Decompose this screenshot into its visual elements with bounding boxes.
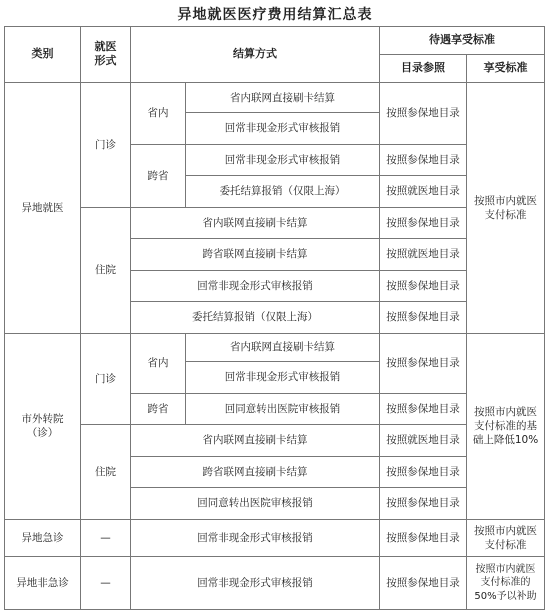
scope-remote-in-province: 省内 [131, 82, 186, 144]
form-transfer-outpatient: 门诊 [81, 333, 131, 424]
scope-transfer-cross-province: 跨省 [131, 393, 186, 424]
header-treatment: 待遇享受标准 [380, 27, 545, 55]
header-catalog: 目录参照 [380, 55, 467, 82]
category-transfer: 市外转院 （诊） [5, 333, 81, 519]
form-non-emergency: — [81, 557, 131, 610]
page-title: 异地就医医疗费用结算汇总表 [177, 7, 373, 23]
method-cell: 省内联网直接刷卡结算 [131, 207, 380, 238]
catalog-cell: 按照参保地目录 [380, 519, 467, 557]
method-cell: 回同意转出医院审核报销 [131, 488, 380, 519]
method-cell: 回常非现金形式审核报销 [131, 519, 380, 557]
catalog-cell: 按照就医地目录 [380, 176, 467, 207]
catalog-cell: 按照参保地目录 [380, 456, 467, 487]
scope-remote-cross-province: 跨省 [131, 144, 186, 207]
method-cell: 省内联网直接刷卡结算 [186, 82, 380, 112]
method-cell: 省内联网直接刷卡结算 [186, 333, 380, 361]
catalog-cell: 按照参保地目录 [380, 207, 467, 238]
standard-non-emergency: 按照市内就医 支付标准的 50%予以补助 [467, 557, 545, 610]
category-non-emergency: 异地非急诊 [5, 557, 81, 610]
method-cell: 省内联网直接刷卡结算 [131, 425, 380, 456]
category-emergency: 异地急诊 [5, 519, 81, 557]
form-remote-outpatient: 门诊 [81, 82, 131, 207]
form-remote-inpatient: 住院 [81, 207, 131, 333]
method-cell: 跨省联网直接刷卡结算 [131, 456, 380, 487]
method-cell: 回常非现金形式审核报销 [131, 270, 380, 301]
method-cell: 回常非现金形式审核报销 [131, 557, 380, 610]
catalog-cell: 按照参保地目录 [380, 302, 467, 333]
catalog-cell: 按照就医地目录 [380, 425, 467, 456]
method-cell: 回同意转出医院审核报销 [186, 393, 380, 424]
method-cell: 委托结算报销（仅限上海） [186, 176, 380, 207]
catalog-cell: 按照参保地目录 [380, 393, 467, 424]
header-category: 类别 [5, 27, 81, 83]
header-standard: 享受标准 [467, 55, 545, 82]
method-cell: 回常非现金形式审核报销 [186, 362, 380, 393]
catalog-cell: 按照参保地目录 [380, 270, 467, 301]
standard-remote: 按照市内就医 支付标准 [467, 82, 545, 333]
header-form: 就医 形式 [81, 27, 131, 83]
standard-emergency: 按照市内就医 支付标准 [467, 519, 545, 557]
catalog-cell: 按照参保地目录 [380, 488, 467, 519]
catalog-cell: 按照就医地目录 [380, 239, 467, 270]
method-cell: 跨省联网直接刷卡结算 [131, 239, 380, 270]
settlement-summary-table [4, 26, 545, 610]
standard-transfer: 按照市内就医 支付标准的基 础上降低10% [467, 333, 545, 519]
catalog-cell: 按照参保地目录 [380, 144, 467, 175]
category-remote: 异地就医 [5, 82, 81, 333]
catalog-cell: 按照参保地目录 [380, 333, 467, 393]
method-cell: 回常非现金形式审核报销 [186, 113, 380, 144]
form-emergency: — [81, 519, 131, 557]
header-method: 结算方式 [131, 27, 380, 83]
method-cell: 回常非现金形式审核报销 [186, 144, 380, 175]
scope-transfer-in-province: 省内 [131, 333, 186, 393]
method-cell: 委托结算报销（仅限上海） [131, 302, 380, 333]
form-transfer-inpatient: 住院 [81, 425, 131, 519]
catalog-cell: 按照参保地目录 [380, 82, 467, 144]
catalog-cell: 按照参保地目录 [380, 557, 467, 610]
